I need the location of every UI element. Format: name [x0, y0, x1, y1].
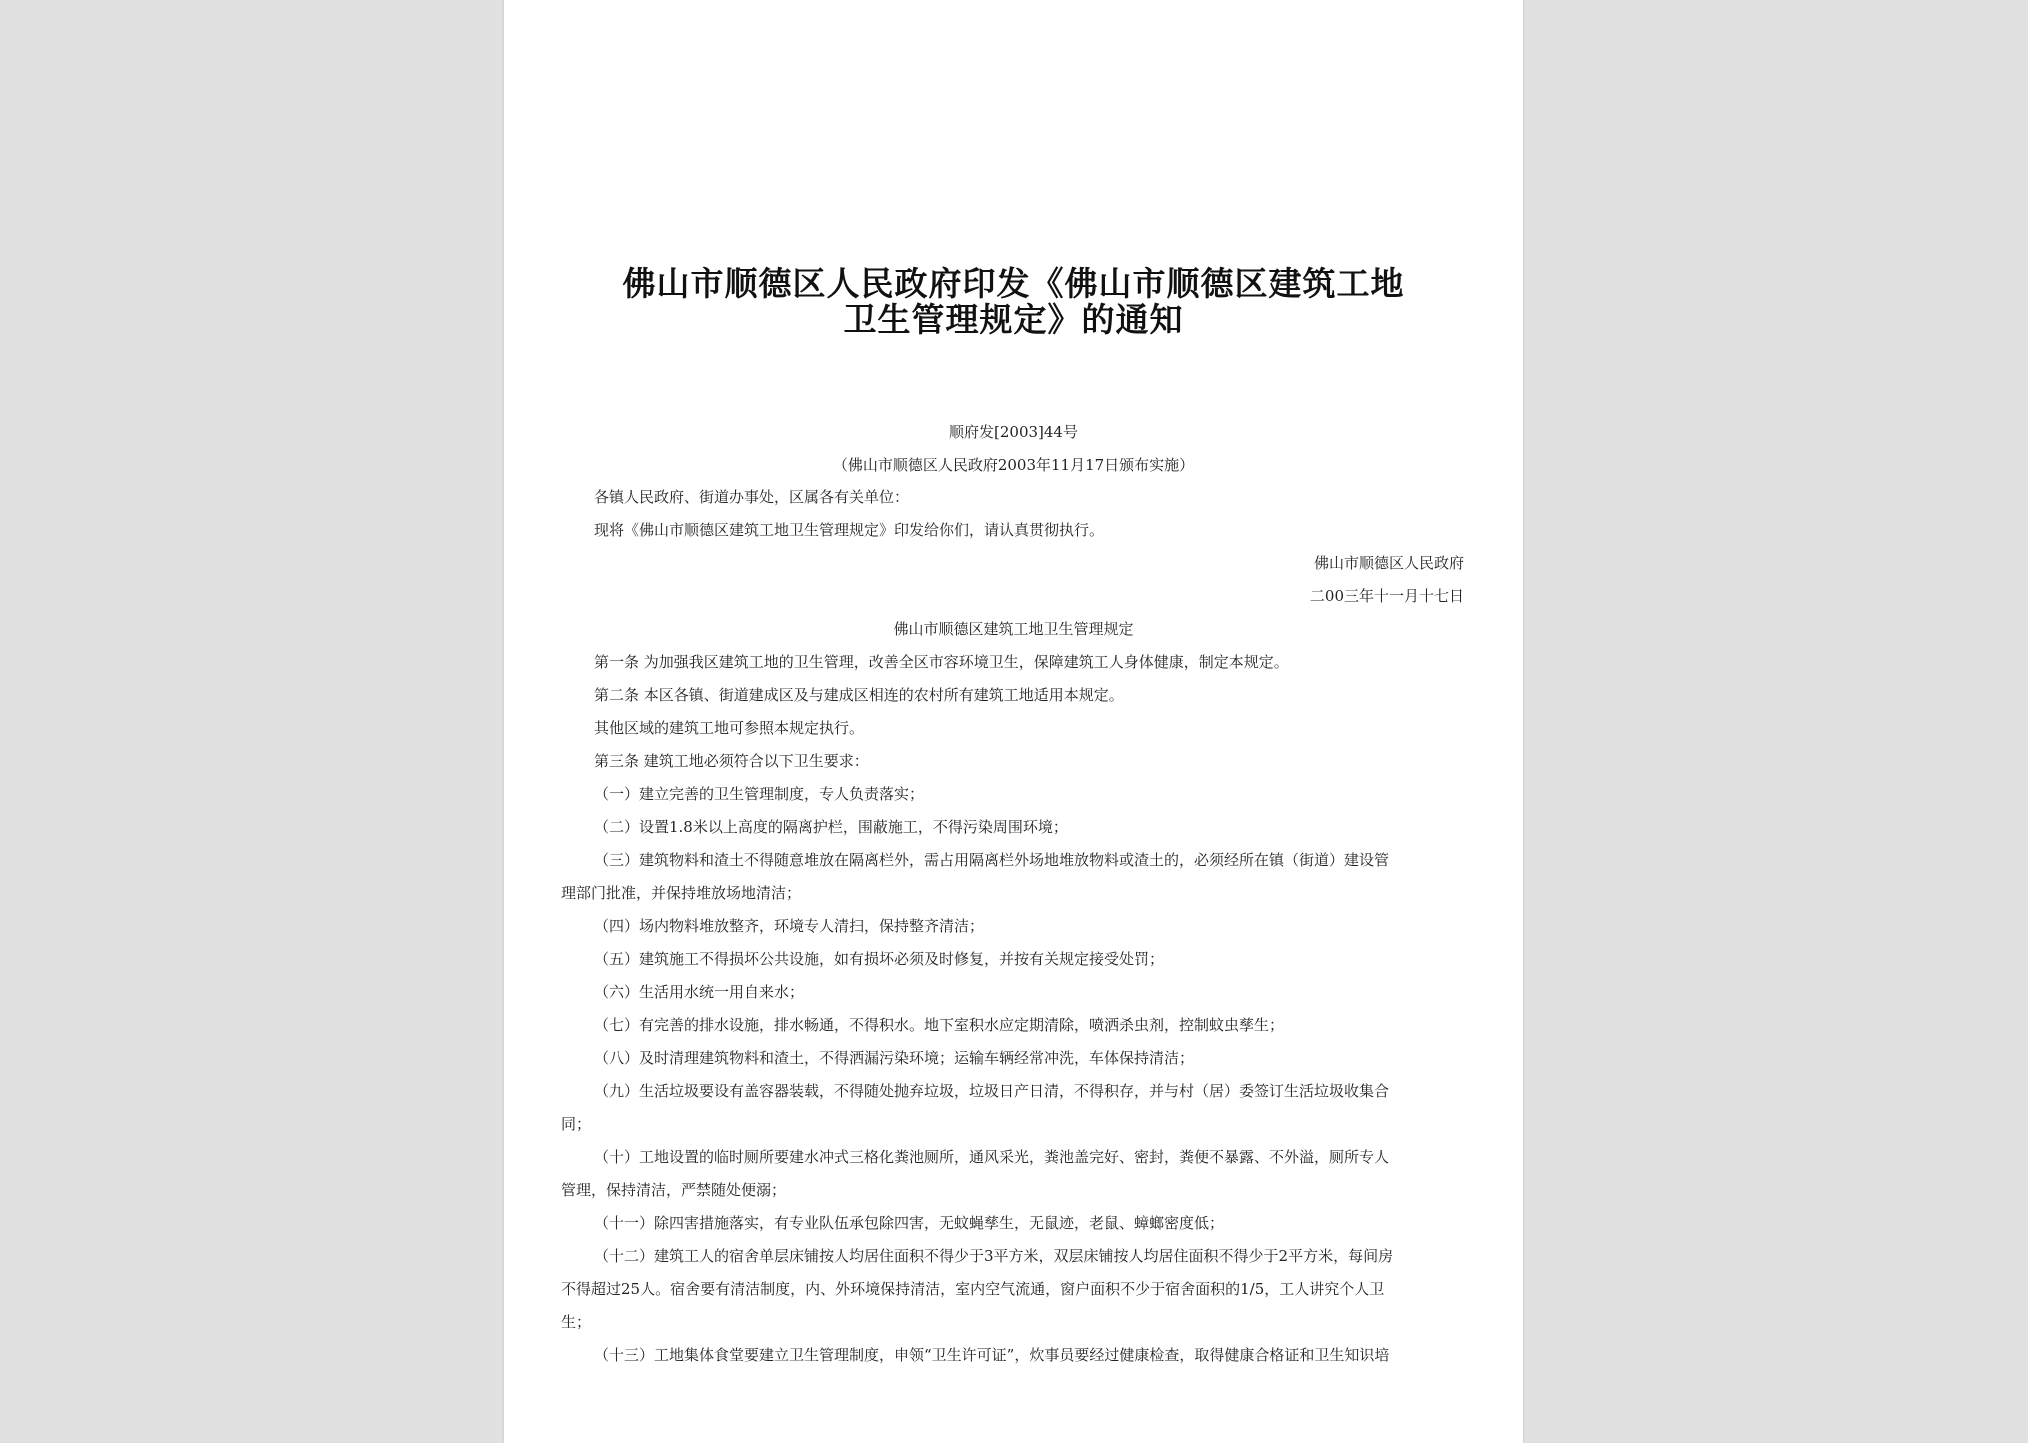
document-title-line-1: 佛山市顺德区人民政府印发《佛山市顺德区建筑工地 — [622, 264, 1405, 303]
body-line: （七）有完善的排水设施，排水畅通，不得积水。地下室积水应定期清除，喷洒杀虫剂，控制蚊虫孳生； — [594, 1016, 1285, 1034]
body-line: 不得超过25人。宿舍要有清洁制度，内、外环境保持清洁，室内空气流通，窗户面积不少于宿舍面积的1/5，工人讲究个人卫 — [561, 1280, 1385, 1298]
body-line: 生； — [561, 1313, 592, 1331]
body-line: （五）建筑施工不得损坏公共设施，如有损坏必须及时修复，并按有关规定接受处罚； — [594, 950, 1165, 968]
body-line: （十二）建筑工人的宿舍单层床铺按人均居住面积不得少于3平方米，双层床铺按人均居住面积不得少于2平方米，每间房 — [594, 1247, 1394, 1265]
body-line: 第一条 为加强我区建筑工地的卫生管理，改善全区市容环境卫生，保障建筑工人身体健康，制定本规定。 — [594, 653, 1289, 671]
body-line: 第二条 本区各镇、街道建成区及与建成区相连的农村所有建筑工地适用本规定。 — [594, 686, 1124, 704]
document-title-line-2: 卫生管理规定》的通知 — [843, 300, 1184, 339]
body-line: （一）建立完善的卫生管理制度，专人负责落实； — [594, 785, 925, 803]
body-line: （九）生活垃圾要设有盖容器装载，不得随处抛弃垃圾，垃圾日产日清，不得积存，并与村（居）委签订生活垃圾收集合 — [594, 1082, 1390, 1100]
body-line: 理部门批准，并保持堆放场地清洁； — [561, 884, 802, 902]
body-line: 同； — [561, 1115, 592, 1133]
body-line: （十）工地设置的临时厕所要建水冲式三格化粪池厕所，通风采光，粪池盖完好、密封，粪便不暴露、不外溢，厕所专人 — [594, 1148, 1390, 1166]
document-number: 顺府发[2003]44号 — [949, 423, 1078, 441]
salutation: 各镇人民政府、街道办事处，区属各有关单位： — [594, 488, 910, 506]
body-line: （三）建筑物料和渣土不得随意堆放在隔离栏外，需占用隔离栏外场地堆放物料或渣土的，必须经所在镇（街道）建设管 — [594, 851, 1390, 869]
body-line: 其他区域的建筑工地可参照本规定执行。 — [594, 719, 865, 737]
sign-date: 二00三年十一月十七日 — [1309, 587, 1464, 605]
document-page — [504, 0, 1523, 1443]
body-line: （十三）工地集体食堂要建立卫生管理制度，申领“卫生许可证”，炊事员要经过健康检查，取得健康合格证和卫生知识培 — [594, 1346, 1390, 1364]
body-line: （六）生活用水统一用自来水； — [594, 983, 805, 1001]
body-line: （十一）除四害措施落实，有专业队伍承包除四害，无蚊蝇孳生，无鼠迹，老鼠、蟑螂密度低； — [594, 1214, 1225, 1232]
body-line: （二）设置1.8米以上高度的隔离护栏，围蔽施工，不得污染周围环境； — [594, 818, 1068, 836]
body-line: 管理，保持清洁，严禁随处便溺； — [561, 1181, 787, 1199]
body-line: （八）及时清理建筑物料和渣土，不得洒漏污染环境；运输车辆经常冲洗，车体保持清洁； — [594, 1049, 1195, 1067]
issued-note: （佛山市顺德区人民政府2003年11月17日颁布实施） — [832, 456, 1195, 474]
signer: 佛山市顺德区人民政府 — [1313, 554, 1464, 572]
body-line: （四）场内物料堆放整齐，环境专人清扫，保持整齐清洁； — [594, 917, 985, 935]
intro-paragraph: 现将《佛山市顺德区建筑工地卫生管理规定》印发给你们，请认真贯彻执行。 — [594, 521, 1105, 539]
body-line: 第三条 建筑工地必须符合以下卫生要求： — [594, 752, 869, 770]
regulation-title: 佛山市顺德区建筑工地卫生管理规定 — [893, 620, 1134, 638]
